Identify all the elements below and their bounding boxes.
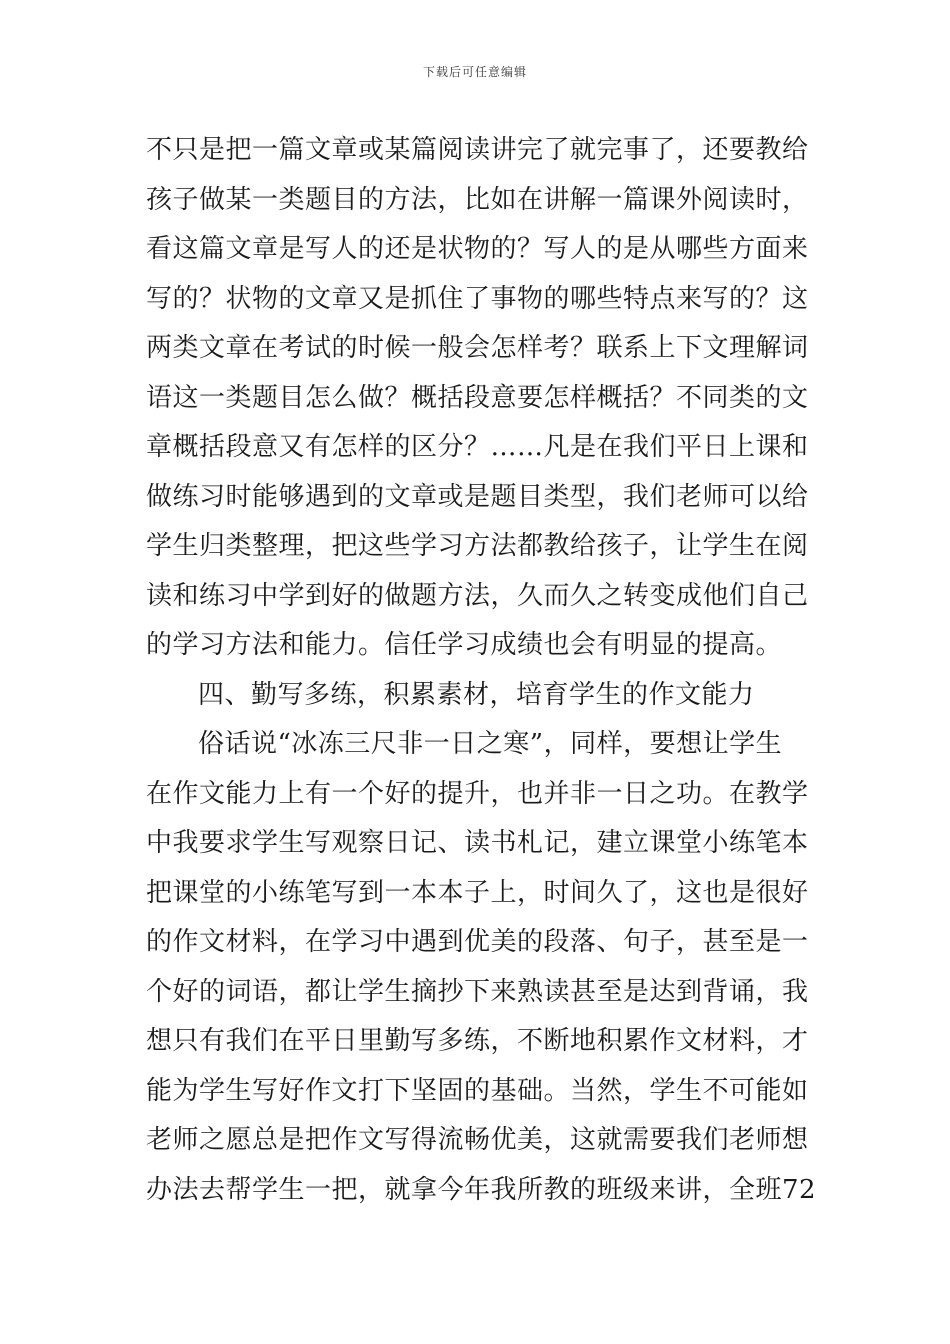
section-heading: 四、勤写多练，积累素材，培育学生的作文能力 <box>198 679 755 710</box>
text-line: 想只有我们在平日里勤写多练，不断地积累作文材料，才 <box>146 1026 809 1056</box>
text-line: 老师之愿总是把作文写得流畅优美，这就需要我们老师想 <box>146 1125 809 1155</box>
text-line: 不只是把一篇文章或某篇阅读讲完了就完事了，还要教给 <box>146 135 809 165</box>
text-line: 在作文能力上有一个好的提升，也并非一日之功。在教学 <box>146 778 809 809</box>
text-line: 俗话说“冰冻三尺非一日之寒”，同样，要想让学生 <box>198 729 783 759</box>
body-text <box>146 126 817 1215</box>
text-line: 看这篇文章是写人的还是状物的？写人的是从哪些方面来 <box>146 234 809 264</box>
text-line: 中我要求学生写观察日记、读书札记，建立课堂小练笔本 <box>146 828 809 858</box>
text-line: 能为学生写好作文打下坚固的基础。当然，学生不可能如 <box>146 1075 809 1106</box>
text-line: 把课堂的小练笔写到一本本子上，时间久了，这也是很好 <box>146 877 809 908</box>
text-line: 个好的词语，都让学生摘抄下来熟读甚至是达到背诵，我 <box>146 976 809 1007</box>
text-line: 语这一类题目怎么做？概括段意要怎样概括？不同类的文 <box>146 382 809 413</box>
text-line: 写的？状物的文章又是抓住了事物的哪些特点来写的？这 <box>146 283 809 314</box>
text-line: 办法去帮学生一把，就拿今年我所教的班级来讲，全班72 <box>146 1174 817 1205</box>
page-header: 下载后可任意编辑 <box>422 65 527 79</box>
paragraph-2 <box>146 720 817 1215</box>
text-line: 的作文材料，在学习中遇到优美的段落、句子，甚至是一 <box>146 927 809 957</box>
text-line: 两类文章在考试的时候一般会怎样考？联系上下文理解词 <box>146 333 809 363</box>
text-line: 的学习方法和能力。信任学习成绩也会有明显的提高。 <box>146 630 783 660</box>
text-line: 读和练习中学到好的做题方法，久而久之转变成他们自己 <box>146 580 809 611</box>
text-line: 学生归类整理，把这些学习方法都教给孩子，让学生在阅 <box>146 531 809 561</box>
text-line: 做练习时能够遇到的文章或是题目类型，我们老师可以给 <box>146 481 809 512</box>
text-line: 孩子做某一类题目的方法，比如在讲解一篇课外阅读时， <box>146 184 809 215</box>
text-line: 章概括段意又有怎样的区分？……凡是在我们平日上课和 <box>146 432 809 462</box>
paragraph-1 <box>146 126 809 671</box>
